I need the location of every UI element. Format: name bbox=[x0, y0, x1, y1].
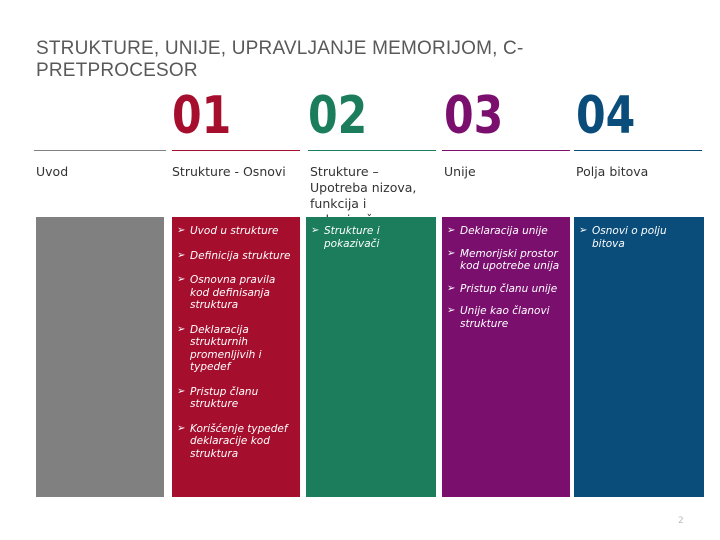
arrow-bullet-icon: ➢ bbox=[447, 247, 456, 259]
bullet-item bbox=[177, 250, 296, 263]
page-number: 2 bbox=[678, 516, 684, 526]
bullet-item bbox=[311, 225, 432, 250]
bullet-item bbox=[447, 248, 566, 273]
divider-line bbox=[442, 150, 570, 151]
bullet-text: Unije kao članovi strukture bbox=[460, 305, 550, 330]
column-heading-uvod: Uvod bbox=[36, 164, 69, 179]
section-number-01: 01 bbox=[172, 86, 232, 146]
arrow-bullet-icon: ➢ bbox=[447, 282, 456, 294]
arrow-bullet-icon: ➢ bbox=[579, 225, 588, 236]
bullet-item bbox=[177, 225, 296, 238]
slide-title: STRUKTURE, UNIJE, UPRAVLJANJE MEMORIJOM, C-PRETPROCESOR bbox=[36, 38, 524, 81]
bullet-item bbox=[177, 386, 296, 411]
bullet-text: Uvod u strukture bbox=[190, 225, 279, 237]
column-panel-polja-bitova bbox=[574, 217, 704, 497]
bullet-item bbox=[177, 324, 296, 374]
bullet-text: Definicija strukture bbox=[190, 249, 291, 262]
column-heading-strukture-osnovi: Strukture - Osnovi bbox=[172, 164, 286, 179]
arrow-bullet-icon: ➢ bbox=[177, 225, 186, 236]
arrow-bullet-icon: ➢ bbox=[177, 323, 186, 335]
arrow-bullet-icon: ➢ bbox=[177, 422, 186, 434]
section-number-03: 03 bbox=[444, 86, 504, 146]
bullet-list bbox=[447, 225, 566, 340]
column-panel-strukture-osnovi bbox=[172, 217, 300, 497]
divider-line bbox=[34, 150, 166, 151]
column-heading-polja-bitova: Polja bitova bbox=[576, 164, 649, 179]
bullet-text: Osnovi o polju bitova bbox=[592, 225, 667, 250]
section-number-02: 02 bbox=[308, 86, 368, 146]
column-panel-strukture-upotreba bbox=[306, 217, 436, 497]
arrow-bullet-icon: ➢ bbox=[177, 274, 186, 285]
bullet-list bbox=[311, 225, 432, 262]
bullet-text: Deklaracija unije bbox=[460, 225, 548, 237]
divider-line bbox=[172, 150, 300, 151]
bullet-text: Deklaracija strukturnih promenljivih i typedef bbox=[190, 323, 262, 373]
column-panel-unije bbox=[442, 217, 570, 497]
bullet-item bbox=[177, 274, 296, 312]
section-number-04: 04 bbox=[576, 86, 636, 146]
column-heading-unije: Unije bbox=[444, 164, 476, 179]
bullet-text: Osnovna pravila kod definisanja struktura bbox=[190, 274, 276, 311]
bullet-text: Pristup članu strukture bbox=[190, 385, 259, 410]
bullet-text: Memorijski prostor kod upotrebe unija bbox=[460, 247, 560, 272]
bullet-text: Strukture i pokazivači bbox=[324, 225, 380, 250]
bullet-list bbox=[177, 225, 296, 472]
bullet-list bbox=[579, 225, 700, 262]
arrow-bullet-icon: ➢ bbox=[177, 249, 186, 261]
arrow-bullet-icon: ➢ bbox=[447, 225, 456, 236]
bullet-item bbox=[177, 423, 296, 461]
bullet-item bbox=[579, 225, 700, 250]
bullet-text: Pristup članu unije bbox=[460, 282, 558, 295]
bullet-item bbox=[447, 283, 566, 296]
bullet-item bbox=[447, 305, 566, 330]
bullet-text: Korišćenje typedef deklaracije kod struktura bbox=[190, 422, 288, 460]
column-panel-uvod bbox=[36, 217, 164, 497]
divider-line bbox=[574, 150, 702, 151]
column-heading-strukture-upotreba: Strukture – Upotreba nizova, funkcija i bbox=[310, 164, 417, 211]
bullet-item bbox=[447, 225, 566, 238]
arrow-bullet-icon: ➢ bbox=[447, 305, 456, 316]
divider-line bbox=[308, 150, 436, 151]
arrow-bullet-icon: ➢ bbox=[177, 385, 186, 397]
arrow-bullet-icon: ➢ bbox=[311, 225, 320, 236]
